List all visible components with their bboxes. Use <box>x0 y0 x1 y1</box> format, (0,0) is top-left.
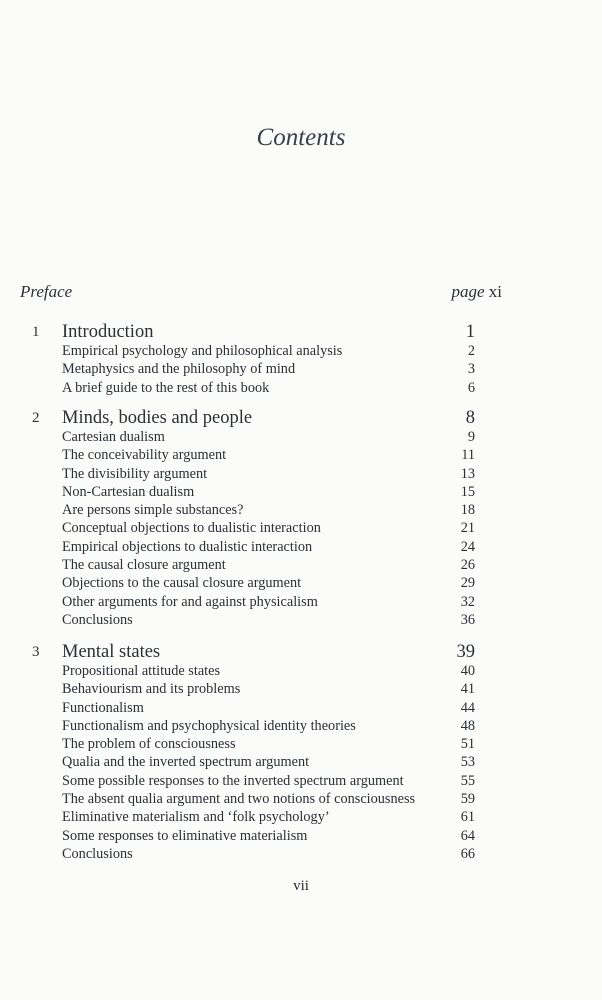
toc-entry-page: 36 <box>460 611 475 628</box>
chapter-page-number: 1 <box>465 322 475 342</box>
toc-entry <box>0 380 602 398</box>
toc-entry <box>0 846 602 864</box>
toc-entry-title: Conclusions <box>62 845 133 862</box>
toc-entry <box>0 484 602 502</box>
toc-entry-title: The problem of consciousness <box>62 736 236 753</box>
toc-entry-title: A brief guide to the rest of this book <box>62 379 270 396</box>
preface-page <box>451 282 502 302</box>
toc-entry-title: Some responses to eliminative materialism <box>62 827 308 844</box>
toc-entry-title: Conclusions <box>62 611 133 628</box>
chapter-page-number: 8 <box>465 408 475 428</box>
toc-entry-page: 51 <box>460 736 475 753</box>
toc-entry-page: 2 <box>467 343 475 359</box>
toc-entry-title: The causal closure argument <box>62 557 226 574</box>
toc-entry <box>0 520 602 538</box>
toc-entry-page: 18 <box>460 502 475 519</box>
toc-entry <box>0 773 602 791</box>
toc-entry <box>0 575 602 593</box>
chapter-number: 1 <box>32 324 40 340</box>
toc-entry-title: The absent qualia argument and two notions of consciousness <box>62 791 416 808</box>
preface-entry <box>20 282 502 302</box>
toc-entry-page: 26 <box>460 557 475 574</box>
toc-entry-page: 64 <box>460 827 475 844</box>
toc-entry <box>0 809 602 827</box>
toc-entry <box>0 502 602 520</box>
toc-entry <box>0 754 602 772</box>
chapter-page-number: 39 <box>456 642 475 662</box>
toc-entry <box>0 718 602 736</box>
toc-entry-title: Empirical objections to dualistic interaction <box>62 538 313 555</box>
chapter-block <box>0 322 602 398</box>
toc-entry-page: 41 <box>460 681 475 698</box>
toc-entry-page: 32 <box>460 593 475 610</box>
toc-entry-page: 21 <box>460 520 475 537</box>
toc-entry <box>0 681 602 699</box>
toc-entry-page: 53 <box>460 754 475 771</box>
toc-entry-page: 40 <box>460 663 475 679</box>
toc-entry <box>0 447 602 465</box>
toc-entry <box>0 612 602 630</box>
chapter-heading <box>0 322 602 343</box>
toc-entry-page: 13 <box>460 465 475 482</box>
toc-entry-page: 29 <box>460 575 475 592</box>
chapter-heading <box>0 408 602 429</box>
toc-entry-title: Empirical psychology and philosophical analysis <box>62 343 343 359</box>
chapter-number: 2 <box>32 410 40 426</box>
toc-entry-page: 48 <box>460 717 475 734</box>
page-title: Contents <box>256 124 346 151</box>
chapter-number: 3 <box>32 644 40 660</box>
toc-entry-title: The divisibility argument <box>62 465 208 482</box>
toc-entry <box>0 828 602 846</box>
toc-entry-page: 66 <box>460 845 475 862</box>
toc-entry-title: Other arguments for and against physicalism <box>62 593 318 610</box>
toc-entry-title: Non-Cartesian dualism <box>62 483 195 500</box>
toc-entry-title: Metaphysics and the philosophy of mind <box>62 361 296 378</box>
toc-entry-title: Objections to the causal closure argument <box>62 575 302 592</box>
chapter-title: Introduction <box>62 322 154 342</box>
toc-entry <box>0 736 602 754</box>
toc-entry <box>0 700 602 718</box>
toc-entry <box>0 361 602 379</box>
toc-entry-title: Qualia and the inverted spectrum argument <box>62 754 310 771</box>
toc-entry-title: Eliminative materialism and ‘folk psychology’ <box>62 809 330 826</box>
toc-entry-page: 15 <box>460 483 475 500</box>
toc-entry <box>0 791 602 809</box>
toc-entry <box>0 557 602 575</box>
page-folio: vii <box>293 878 309 894</box>
chapter-block <box>0 408 602 630</box>
toc-entry-page: 6 <box>467 379 475 396</box>
toc-entry <box>0 429 602 447</box>
toc-entry-title: Conceptual objections to dualistic interaction <box>62 520 321 537</box>
toc-entry-page: 11 <box>461 447 475 464</box>
toc-entry-page: 55 <box>460 772 475 789</box>
toc-entry-title: Propositional attitude states <box>62 663 221 679</box>
toc-entry-page: 59 <box>460 791 475 808</box>
toc-entry-page: 3 <box>467 361 475 378</box>
toc-entry-page: 61 <box>460 809 475 826</box>
toc-entry <box>0 663 602 681</box>
toc-entry-title: Are persons simple substances? <box>62 502 244 519</box>
toc-entry <box>0 594 602 612</box>
toc-entry-page: 24 <box>460 538 475 555</box>
preface-page-word: page <box>451 282 485 301</box>
toc-entry-title: Functionalism <box>62 699 144 716</box>
chapter-title: Minds, bodies and people <box>62 408 253 428</box>
toc-entry <box>0 466 602 484</box>
toc-entry-title: Some possible responses to the inverted spectrum argument <box>62 772 404 789</box>
chapter-block <box>0 642 602 864</box>
toc-entry-title: Behaviourism and its problems <box>62 681 241 698</box>
toc-entry-title: Functionalism and psychophysical identity theories <box>62 717 356 734</box>
toc-entry-title: Cartesian dualism <box>62 429 165 445</box>
toc-entry-page: 9 <box>467 429 475 445</box>
toc-entry <box>0 539 602 557</box>
preface-label: Preface <box>20 282 73 301</box>
preface-page-number: xi <box>488 282 502 301</box>
toc-entry-page: 44 <box>460 699 475 716</box>
toc-entry-title: The conceivability argument <box>62 447 227 464</box>
chapter-heading <box>0 642 602 663</box>
toc-entry <box>0 343 602 361</box>
chapter-title: Mental states <box>62 642 161 662</box>
